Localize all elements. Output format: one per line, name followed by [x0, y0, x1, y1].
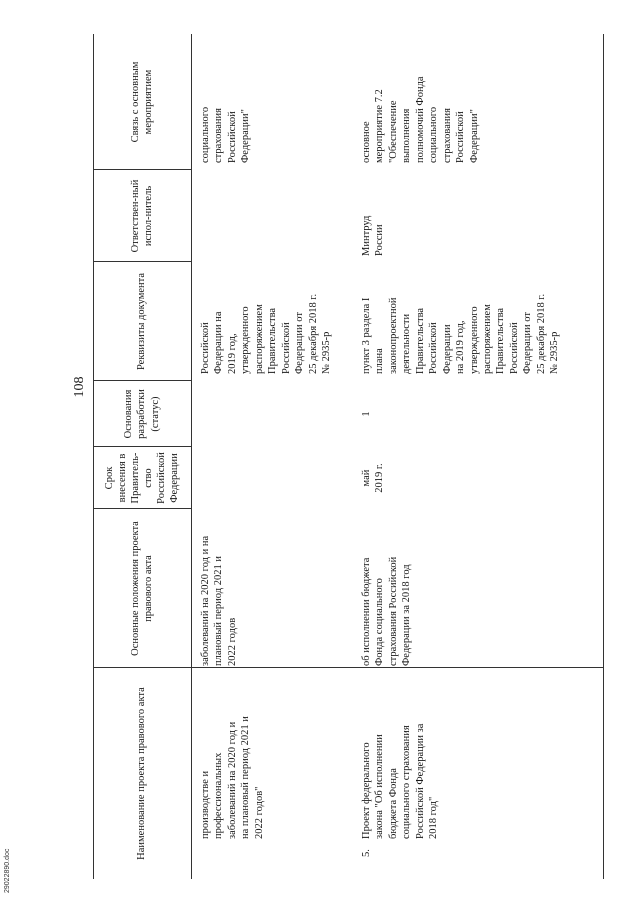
footer-filename: 29022890.doc — [4, 848, 11, 893]
header-requisites: Реквизиты документа — [136, 272, 148, 371]
header-name: Наименование проекта правового акта — [136, 687, 148, 860]
row2-number: 5. — [361, 849, 372, 857]
table-header-divider — [191, 34, 192, 879]
header-basis: Основания разработки (статус) — [123, 389, 161, 439]
header-executor: Ответствен-ный испол-нитель — [129, 179, 154, 253]
row2-link: основное мероприятие 7.2 "Обеспечение выполнения полномочий Фонда социального страхования Российской Федерации" — [361, 76, 480, 163]
row1-requisites: Российской Федерации на 2019 год, утвержденного распоряжением Правительства Российской Федерации от 25 декабря 2018 г. № 2935-р — [200, 293, 332, 374]
header-deadline: Срок внесения в Правитель-ство Российской Федерации — [103, 452, 181, 504]
row1-name: производстве и профессиональных заболеваний на 2020 год и на плановый период 2021 и 2022 годов" — [200, 716, 265, 839]
header-provisions: Основные положения проекта правового акта — [129, 521, 154, 656]
page-number: 108 — [72, 376, 87, 398]
row2-executor: Минтруд России — [361, 215, 386, 256]
row2-provisions: об исполнении бюджета Фонда социального страхования Российской Федерации за 2018 год — [361, 556, 413, 666]
row1-provisions: заболеваний на 2020 год и на плановый период 2021 и 2022 годов — [200, 535, 238, 666]
row2-requisites: пункт 3 раздела I плана законопроектной деятельности Правительства Российской Федерации на 2019 год, утвержденного распоряжением Правительства Российской Федерации от 25 декабря 2018 г. № 2935-р — [361, 293, 561, 374]
row2-name: Проект федерального закона "Об исполнении бюджета Фонда социального страхования Российской Федерации за 2018 год" — [361, 723, 440, 839]
header-link: Связь с основным мероприятием — [129, 61, 154, 143]
row2-basis: 1 — [361, 411, 372, 417]
rotated-page — [63, 34, 603, 879]
table-border-bottom — [603, 34, 604, 879]
row1-link: социального страхования Российской Федерации" — [200, 106, 252, 163]
row2-deadline: май 2019 г. — [361, 463, 386, 493]
